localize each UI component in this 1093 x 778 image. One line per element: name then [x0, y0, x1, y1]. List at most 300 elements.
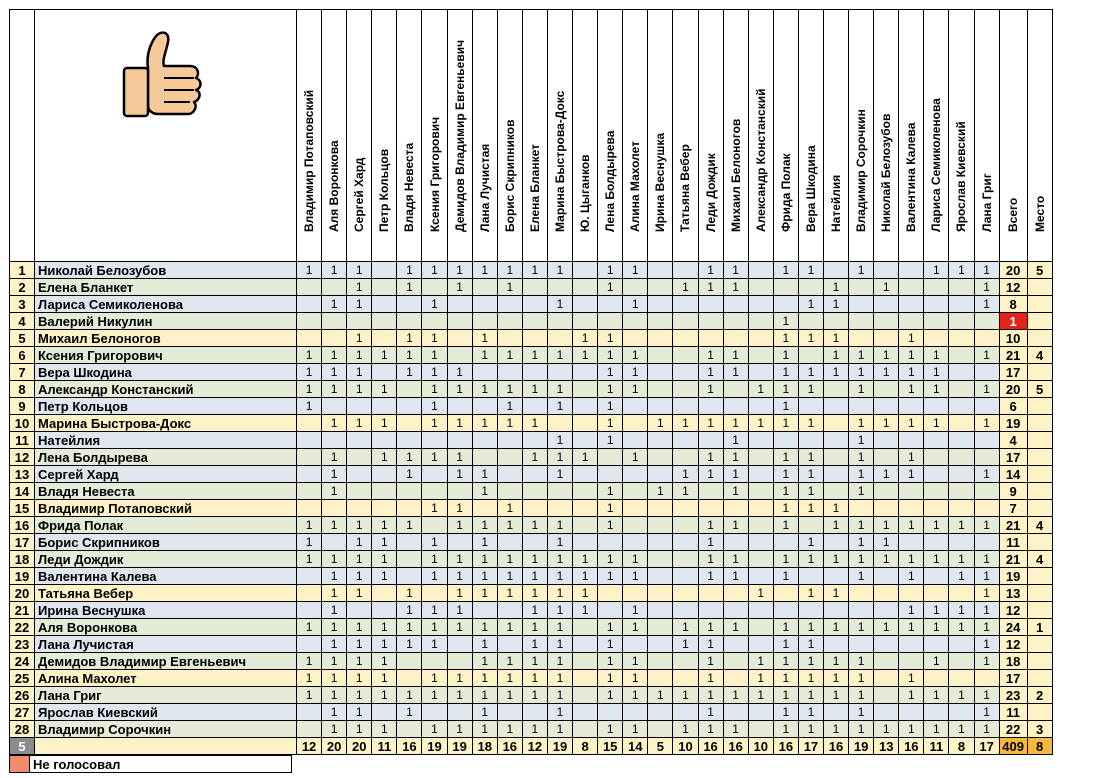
- place-cell: [1027, 585, 1052, 602]
- vote-cell: [949, 534, 974, 551]
- vote-cell: 1: [773, 449, 798, 466]
- candidate-name: Сергей Хард: [352, 157, 367, 232]
- vote-cell: 1: [447, 619, 472, 636]
- vote-cell: 1: [547, 534, 572, 551]
- vote-cell: 1: [949, 619, 974, 636]
- vote-cell: 1: [397, 466, 422, 483]
- vote-cell: [573, 670, 598, 687]
- vote-cell: 1: [698, 551, 723, 568]
- vote-cell: 1: [823, 687, 848, 704]
- vote-cell: 1: [974, 585, 999, 602]
- vote-cell: [397, 415, 422, 432]
- vote-cell: [748, 432, 773, 449]
- vote-cell: [322, 313, 347, 330]
- vote-cell: [899, 398, 924, 415]
- vote-cell: [422, 466, 447, 483]
- vote-cell: 1: [547, 653, 572, 670]
- candidate-name: Алина Махолет: [628, 140, 643, 232]
- vote-cell: [573, 721, 598, 738]
- vote-cell: 1: [748, 415, 773, 432]
- vote-cell: 1: [472, 619, 497, 636]
- voter-name: Владимир Сорочкин: [35, 721, 297, 738]
- vote-cell: [924, 466, 949, 483]
- vote-cell: 1: [773, 568, 798, 585]
- total-cell: 20: [999, 381, 1027, 398]
- vote-cell: 1: [648, 415, 673, 432]
- candidate-name: Владимир Сорочкин: [854, 109, 869, 232]
- total-cell: 14: [999, 466, 1027, 483]
- vote-cell: 1: [422, 602, 447, 619]
- vote-cell: [497, 704, 522, 721]
- vote-cell: 1: [397, 585, 422, 602]
- vote-cell: [849, 636, 874, 653]
- vote-cell: 1: [974, 602, 999, 619]
- vote-cell: 1: [322, 653, 347, 670]
- table-row: [10, 466, 1053, 483]
- vote-cell: [522, 704, 547, 721]
- vote-cell: [874, 670, 899, 687]
- vote-cell: [322, 398, 347, 415]
- vote-cell: [823, 636, 848, 653]
- vote-cell: [472, 500, 497, 517]
- total-cell: 17: [999, 364, 1027, 381]
- vote-cell: 1: [899, 602, 924, 619]
- vote-cell: [522, 296, 547, 313]
- vote-cell: [422, 279, 447, 296]
- vote-cell: [673, 364, 698, 381]
- vote-cell: [773, 585, 798, 602]
- vote-cell: [698, 313, 723, 330]
- vote-cell: [974, 500, 999, 517]
- vote-cell: 1: [773, 381, 798, 398]
- vote-cell: [598, 449, 623, 466]
- vote-cell: 1: [974, 466, 999, 483]
- vote-cell: 1: [372, 449, 397, 466]
- vote-cell: 1: [547, 262, 572, 279]
- vote-cell: 1: [798, 381, 823, 398]
- column-total: 13: [874, 738, 899, 755]
- vote-cell: 1: [573, 551, 598, 568]
- vote-cell: [924, 296, 949, 313]
- vote-cell: [748, 500, 773, 517]
- table-row: [10, 704, 1053, 721]
- vote-cell: 1: [397, 364, 422, 381]
- vote-cell: [899, 585, 924, 602]
- vote-cell: [698, 398, 723, 415]
- vote-cell: 1: [773, 500, 798, 517]
- vote-cell: 1: [874, 619, 899, 636]
- vote-cell: [748, 313, 773, 330]
- vote-cell: 1: [598, 653, 623, 670]
- vote-cell: [623, 483, 648, 500]
- vote-cell: [297, 449, 322, 466]
- vote-cell: 1: [547, 568, 572, 585]
- vote-cell: 1: [472, 653, 497, 670]
- row-number: 18: [10, 551, 35, 568]
- vote-cell: [949, 585, 974, 602]
- vote-cell: 1: [798, 262, 823, 279]
- row-number: 27: [10, 704, 35, 721]
- voter-name: Демидов Владимир Евгеньевич: [35, 653, 297, 670]
- vote-cell: 1: [823, 619, 848, 636]
- vote-cell: 1: [573, 602, 598, 619]
- vote-cell: 1: [598, 364, 623, 381]
- vote-cell: [372, 313, 397, 330]
- vote-cell: [874, 704, 899, 721]
- vote-cell: 1: [372, 534, 397, 551]
- candidate-name: Владя Невеста: [402, 142, 417, 232]
- vote-cell: [648, 568, 673, 585]
- footer-count: 5: [10, 738, 35, 755]
- row-number: 8: [10, 381, 35, 398]
- vote-cell: [623, 585, 648, 602]
- vote-cell: [949, 296, 974, 313]
- vote-cell: 1: [698, 466, 723, 483]
- vote-cell: 1: [322, 262, 347, 279]
- total-cell: 20: [999, 262, 1027, 279]
- vote-cell: 1: [472, 262, 497, 279]
- vote-cell: [949, 279, 974, 296]
- vote-cell: [949, 670, 974, 687]
- vote-cell: [472, 364, 497, 381]
- vote-cell: 1: [723, 449, 748, 466]
- vote-cell: 1: [849, 483, 874, 500]
- vote-cell: 1: [823, 551, 848, 568]
- vote-cell: [849, 313, 874, 330]
- candidate-header: [924, 10, 949, 262]
- vote-cell: [874, 313, 899, 330]
- vote-cell: 1: [497, 653, 522, 670]
- vote-cell: 1: [698, 653, 723, 670]
- vote-cell: 1: [773, 415, 798, 432]
- total-cell: 11: [999, 534, 1027, 551]
- vote-cell: [422, 483, 447, 500]
- vote-cell: 1: [472, 347, 497, 364]
- vote-cell: 1: [347, 721, 372, 738]
- row-number: 2: [10, 279, 35, 296]
- vote-cell: 1: [397, 602, 422, 619]
- vote-cell: 1: [698, 381, 723, 398]
- row-number: 22: [10, 619, 35, 636]
- vote-cell: [949, 432, 974, 449]
- candidate-header: [497, 10, 522, 262]
- vote-cell: 1: [798, 415, 823, 432]
- vote-cell: [648, 381, 673, 398]
- total-cell: 19: [999, 568, 1027, 585]
- vote-cell: [447, 483, 472, 500]
- column-total: 20: [322, 738, 347, 755]
- candidate-name: Александр Констанский: [753, 88, 768, 232]
- vote-cell: 1: [598, 551, 623, 568]
- voting-sheet: [9, 9, 1053, 755]
- vote-cell: [874, 568, 899, 585]
- vote-cell: 1: [849, 381, 874, 398]
- vote-cell: [899, 432, 924, 449]
- vote-cell: [823, 313, 848, 330]
- vote-cell: [297, 500, 322, 517]
- vote-cell: [698, 585, 723, 602]
- table-row: [10, 432, 1053, 449]
- vote-cell: 1: [372, 415, 397, 432]
- candidate-header: [823, 10, 848, 262]
- vote-cell: [648, 398, 673, 415]
- vote-cell: [623, 313, 648, 330]
- vote-cell: [798, 517, 823, 534]
- vote-cell: [798, 568, 823, 585]
- vote-cell: 1: [723, 347, 748, 364]
- place-cell: [1027, 313, 1052, 330]
- header-row: [10, 10, 1053, 262]
- vote-cell: [773, 602, 798, 619]
- vote-cell: 1: [522, 636, 547, 653]
- vote-cell: 1: [397, 279, 422, 296]
- voter-name: Фрида Полак: [35, 517, 297, 534]
- vote-cell: [497, 466, 522, 483]
- table-row: [10, 568, 1053, 585]
- vote-cell: [698, 602, 723, 619]
- vote-cell: 1: [849, 721, 874, 738]
- vote-cell: 1: [397, 636, 422, 653]
- vote-cell: 1: [297, 398, 322, 415]
- footer-row: [10, 738, 1053, 755]
- vote-cell: 1: [322, 619, 347, 636]
- row-number: 15: [10, 500, 35, 517]
- vote-cell: 1: [723, 551, 748, 568]
- vote-cell: 1: [798, 653, 823, 670]
- vote-cell: 1: [723, 517, 748, 534]
- vote-cell: [748, 534, 773, 551]
- vote-cell: [823, 449, 848, 466]
- vote-cell: [974, 313, 999, 330]
- vote-cell: 1: [773, 551, 798, 568]
- table-row: [10, 585, 1053, 602]
- place-header: [1027, 10, 1052, 262]
- place-cell: [1027, 432, 1052, 449]
- vote-cell: 1: [598, 279, 623, 296]
- vote-cell: 1: [297, 517, 322, 534]
- total-cell: 6: [999, 398, 1027, 415]
- vote-cell: 1: [472, 330, 497, 347]
- vote-cell: 1: [698, 721, 723, 738]
- table-row: [10, 619, 1053, 636]
- vote-cell: [673, 602, 698, 619]
- vote-cell: [723, 398, 748, 415]
- vote-cell: [447, 296, 472, 313]
- vote-cell: 1: [547, 517, 572, 534]
- vote-cell: [322, 500, 347, 517]
- vote-cell: 1: [798, 330, 823, 347]
- vote-cell: 1: [623, 619, 648, 636]
- vote-cell: 1: [849, 704, 874, 721]
- vote-cell: [648, 432, 673, 449]
- vote-cell: 1: [823, 364, 848, 381]
- place-cell: [1027, 279, 1052, 296]
- vote-cell: [874, 381, 899, 398]
- vote-cell: 1: [899, 330, 924, 347]
- vote-cell: [497, 449, 522, 466]
- vote-cell: [573, 653, 598, 670]
- row-number: 17: [10, 534, 35, 551]
- vote-cell: 1: [472, 381, 497, 398]
- vote-cell: 1: [522, 602, 547, 619]
- candidate-header: [623, 10, 648, 262]
- vote-cell: 1: [623, 687, 648, 704]
- vote-cell: 1: [347, 619, 372, 636]
- vote-cell: 1: [924, 517, 949, 534]
- vote-cell: 1: [899, 687, 924, 704]
- vote-cell: 1: [422, 534, 447, 551]
- candidate-header: [372, 10, 397, 262]
- vote-cell: 1: [598, 432, 623, 449]
- vote-cell: 1: [347, 279, 372, 296]
- vote-cell: [573, 296, 598, 313]
- vote-cell: [748, 517, 773, 534]
- total-cell: 11: [999, 704, 1027, 721]
- vote-cell: 1: [347, 704, 372, 721]
- vote-cell: [748, 330, 773, 347]
- vote-cell: 1: [347, 517, 372, 534]
- vote-cell: 1: [723, 415, 748, 432]
- vote-cell: 1: [447, 568, 472, 585]
- total-cell: 9: [999, 483, 1027, 500]
- vote-cell: [648, 670, 673, 687]
- vote-cell: [673, 517, 698, 534]
- row-number: 26: [10, 687, 35, 704]
- vote-cell: [623, 432, 648, 449]
- vote-cell: 1: [347, 347, 372, 364]
- table-row: [10, 330, 1053, 347]
- vote-cell: 1: [924, 721, 949, 738]
- total-cell: 19: [999, 415, 1027, 432]
- vote-cell: 1: [798, 670, 823, 687]
- vote-cell: [874, 449, 899, 466]
- vote-cell: [573, 500, 598, 517]
- vote-cell: 1: [447, 466, 472, 483]
- vote-cell: 1: [899, 551, 924, 568]
- candidate-header: [648, 10, 673, 262]
- vote-cell: [748, 568, 773, 585]
- vote-cell: 1: [924, 653, 949, 670]
- vote-cell: 1: [798, 704, 823, 721]
- vote-cell: [949, 381, 974, 398]
- vote-cell: 1: [974, 551, 999, 568]
- vote-cell: 1: [773, 619, 798, 636]
- column-total: 19: [422, 738, 447, 755]
- vote-cell: 1: [297, 687, 322, 704]
- vote-cell: 1: [823, 585, 848, 602]
- vote-cell: 1: [823, 279, 848, 296]
- vote-cell: [723, 381, 748, 398]
- vote-cell: 1: [623, 670, 648, 687]
- vote-cell: [623, 500, 648, 517]
- vote-cell: 1: [673, 466, 698, 483]
- vote-cell: 1: [823, 517, 848, 534]
- vote-cell: 1: [322, 415, 347, 432]
- vote-cell: [648, 704, 673, 721]
- vote-cell: 1: [372, 568, 397, 585]
- candidate-header: [673, 10, 698, 262]
- vote-cell: 1: [322, 568, 347, 585]
- vote-cell: 1: [547, 398, 572, 415]
- vote-cell: [748, 619, 773, 636]
- vote-cell: [899, 500, 924, 517]
- vote-cell: [673, 262, 698, 279]
- table-row: [10, 296, 1053, 313]
- vote-cell: 1: [798, 449, 823, 466]
- vote-cell: [573, 415, 598, 432]
- vote-cell: 1: [924, 347, 949, 364]
- vote-cell: 1: [773, 313, 798, 330]
- legend-swatch: [10, 756, 30, 773]
- vote-cell: [372, 585, 397, 602]
- vote-cell: 1: [422, 449, 447, 466]
- vote-cell: [422, 704, 447, 721]
- vote-cell: [974, 449, 999, 466]
- vote-cell: [673, 330, 698, 347]
- vote-cell: [949, 330, 974, 347]
- vote-cell: [522, 483, 547, 500]
- vote-cell: [899, 296, 924, 313]
- vote-cell: [297, 432, 322, 449]
- vote-cell: 1: [297, 653, 322, 670]
- vote-cell: [874, 602, 899, 619]
- vote-cell: 1: [899, 415, 924, 432]
- vote-cell: 1: [798, 585, 823, 602]
- vote-cell: [522, 330, 547, 347]
- column-total: 12: [522, 738, 547, 755]
- vote-cell: 1: [522, 517, 547, 534]
- vote-cell: 1: [673, 483, 698, 500]
- vote-cell: [547, 313, 572, 330]
- voter-name: Михаил Белоногов: [35, 330, 297, 347]
- vote-cell: [924, 279, 949, 296]
- vote-cell: 1: [849, 466, 874, 483]
- vote-cell: [472, 602, 497, 619]
- voter-name: Алина Махолет: [35, 670, 297, 687]
- vote-cell: [673, 381, 698, 398]
- vote-cell: [874, 500, 899, 517]
- row-number: 7: [10, 364, 35, 381]
- candidate-header: [447, 10, 472, 262]
- voter-name: Лана Григ: [35, 687, 297, 704]
- vote-cell: 1: [422, 500, 447, 517]
- vote-cell: [573, 534, 598, 551]
- vote-cell: 1: [447, 551, 472, 568]
- vote-cell: 1: [673, 279, 698, 296]
- vote-cell: 1: [623, 347, 648, 364]
- vote-cell: [899, 636, 924, 653]
- vote-cell: 1: [798, 534, 823, 551]
- vote-cell: [297, 466, 322, 483]
- voter-name: Валентина Калева: [35, 568, 297, 585]
- vote-cell: 1: [447, 279, 472, 296]
- vote-cell: 1: [974, 347, 999, 364]
- vote-cell: 1: [497, 415, 522, 432]
- place-cell: [1027, 670, 1052, 687]
- vote-cell: 1: [698, 347, 723, 364]
- vote-cell: 1: [623, 381, 648, 398]
- vote-cell: 1: [447, 585, 472, 602]
- vote-cell: 1: [598, 721, 623, 738]
- vote-cell: [673, 313, 698, 330]
- row-number: 28: [10, 721, 35, 738]
- vote-cell: 1: [773, 704, 798, 721]
- vote-cell: 1: [924, 602, 949, 619]
- vote-cell: [723, 330, 748, 347]
- place-cell: 1: [1027, 619, 1052, 636]
- candidate-header: [547, 10, 572, 262]
- place-cell: [1027, 483, 1052, 500]
